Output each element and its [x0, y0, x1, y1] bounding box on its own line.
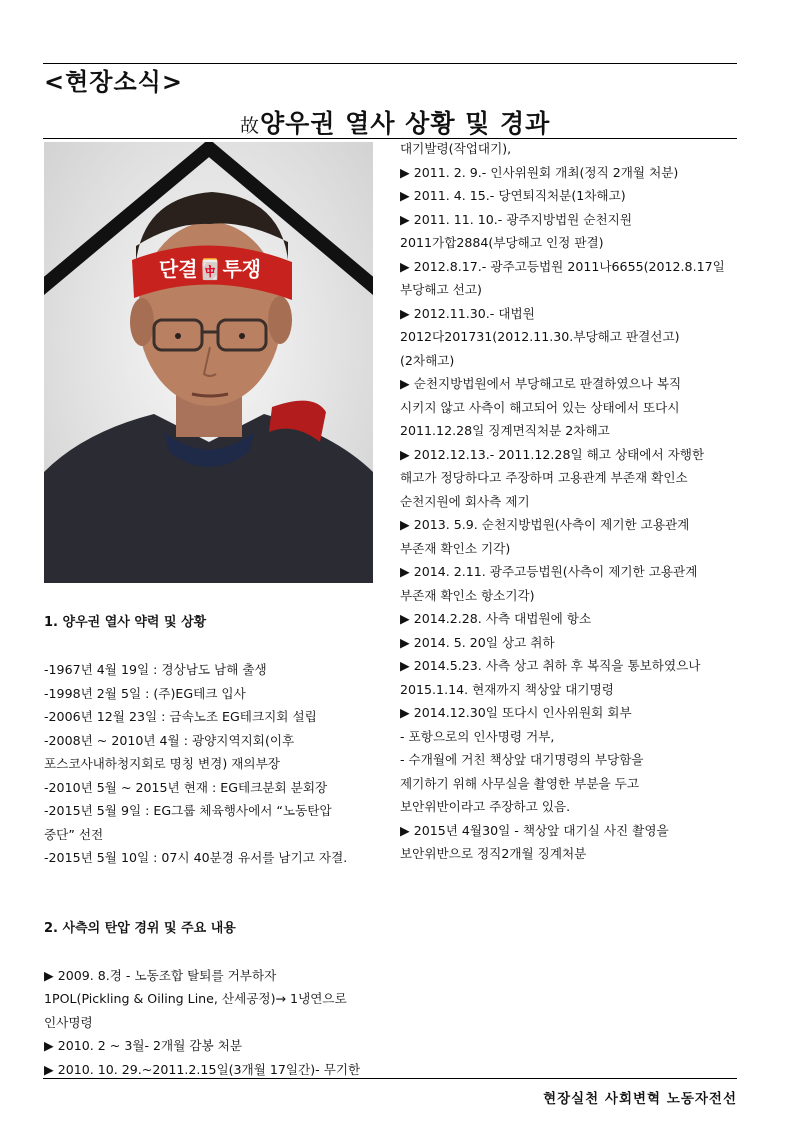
timeline-line: ▶ 2014.2.28. 사측 대법원에 항소 — [400, 611, 592, 626]
timeline-line: ▶ 2014.12.30일 또다시 인사위원회 회부 — [400, 705, 632, 720]
timeline-line: 순천지원에 회사측 제기 — [400, 493, 530, 509]
timeline-line: ▶ 2009. 8.경 - 노동조합 탈퇴를 거부하자 — [44, 967, 277, 983]
timeline-line: ▶ 2014. 5. 20일 상고 취하 — [400, 634, 555, 650]
timeline-line: 보안위반으로 정직2개월 징계처분 — [400, 846, 587, 861]
bio-line: -2010년 5월 ~ 2015년 현재 : EG테크분회 분회장 — [44, 779, 328, 795]
timeline-line: ▶ 2014. 2.11. 광주고등법원(사측이 제기한 고용관계 — [400, 564, 698, 579]
timeline-line: 부당해고 선고) — [400, 282, 482, 297]
timeline-line: (2차해고) — [400, 352, 455, 368]
timeline-line: 부존재 확인소 항소기각) — [400, 587, 535, 603]
timeline-line: 1POL(Pickling & Oiling Line, 산세공정)→ 1냉연으로 — [44, 991, 347, 1006]
left-eye — [175, 333, 181, 339]
section-tag: <현장소식> — [44, 68, 183, 96]
bio-line: -2015년 5월 9일 : EG그룹 체육행사에서 “노동탄압 — [44, 803, 332, 818]
timeline-line: ▶ 2014.5.23. 사측 상고 취하 후 복직을 통보하였으나 — [400, 658, 701, 673]
timeline-line: 시키지 않고 사측이 해고되어 있는 상태에서 또다시 — [400, 399, 680, 415]
timeline-line: ▶ 2012.11.30.- 대법원 — [400, 305, 535, 321]
timeline-line: ▶ 2012.12.13.- 2011.12.28일 해고 상태에서 자행한 — [400, 446, 705, 462]
timeline-line: 2012다201731(2012.11.30.부당해고 판결선고) — [400, 329, 680, 344]
timeline-line: - 수개월에 거친 책상앞 대기명령의 부당함을 — [400, 752, 644, 767]
bio-line: -2006년 12월 23일 : 금속노조 EG테크지회 설립 — [44, 709, 317, 724]
timeline-line: 제기하기 위해 사무실을 촬영한 부분을 두고 — [400, 775, 639, 791]
title-main: 양우권 열사 상황 및 경과 — [260, 109, 551, 138]
bio-line: -2008년 ~ 2010년 4월 : 광양지역지회(이후 — [44, 732, 295, 748]
portrait-photo — [44, 142, 373, 583]
section2-heading: 2. 사측의 탄압 경위 및 주요 내용 — [44, 920, 236, 936]
timeline-line: 인사명령 — [44, 1014, 93, 1030]
timeline-line: 보안위반이라고 주장하고 있음. — [400, 799, 571, 814]
timeline-line: ▶ 2010. 2 ~ 3월- 2개월 감봉 처분 — [44, 1038, 243, 1053]
timeline-line: ▶ 2011. 4. 15.- 당연퇴직처분(1차해고) — [400, 188, 626, 203]
jacket — [44, 414, 373, 583]
headband-text: 단결🀄투쟁 — [158, 257, 262, 281]
timeline-line: 2011가합2884(부당해고 인정 판결) — [400, 235, 604, 250]
right-column — [400, 137, 736, 866]
timeline-line: - 포항으로의 인사명령 거부, — [400, 728, 555, 744]
portrait-illustration — [44, 142, 373, 583]
timeline-line: ▶ 2015년 4월30일 - 책상앞 대기실 사진 촬영을 — [400, 822, 669, 838]
footer-rule — [43, 1078, 737, 1079]
timeline-line: 대기발령(작업대기), — [400, 141, 512, 156]
timeline-line: ▶ 2010. 10. 29.~2011.2.15일(3개월 17일간)- 무기한 — [44, 1061, 361, 1077]
timeline-line: ▶ 2012.8.17.- 광주고등법원 2011나6655(2012.8.17일 — [400, 258, 725, 274]
bio-line: 포스코사내하청지회로 명칭 변경) 재의부장 — [44, 756, 280, 771]
timeline-line: ▶ 순천지방법원에서 부당해고로 판결하였으나 복직 — [400, 376, 682, 391]
left-column — [44, 611, 374, 1081]
timeline-line: ▶ 2011. 11. 10.- 광주지방법원 순천지원 — [400, 211, 633, 227]
right-ear — [268, 296, 292, 344]
bio-line: -1998년 2월 5일 : (주)EG테크 입사 — [44, 685, 246, 701]
page-title — [240, 104, 550, 140]
timeline-line: ▶ 2011. 2. 9.- 인사위원회 개최(정직 2개월 처분) — [400, 164, 679, 180]
timeline-line: 2015.1.14. 현재까지 책상앞 대기명령 — [400, 681, 614, 697]
section1-heading: 1. 양우권 열사 약력 및 상황 — [44, 615, 207, 630]
bio-line: -1967년 4월 19일 : 경상남도 남해 출생 — [44, 662, 267, 677]
right-eye — [239, 333, 245, 339]
timeline-line: 2011.12.28일 징계면직처분 2차해고 — [400, 423, 610, 438]
bio-line: 중단” 선전 — [44, 826, 104, 842]
title-prefix: 故 — [240, 115, 261, 137]
timeline-line: 해고가 정당하다고 주장하며 고용관계 부존재 확인소 — [400, 470, 688, 485]
left-ear — [130, 298, 154, 346]
footer-org: 현장실천 사회변혁 노동자전선 — [543, 1091, 737, 1107]
timeline-line: 부존재 확인소 기각) — [400, 540, 511, 556]
timeline-line: ▶ 2013. 5.9. 순천지방법원(사측이 제기한 고용관계 — [400, 517, 690, 532]
bio-line: -2015년 5월 10일 : 07시 40분경 유서를 남기고 자결. — [44, 850, 348, 865]
